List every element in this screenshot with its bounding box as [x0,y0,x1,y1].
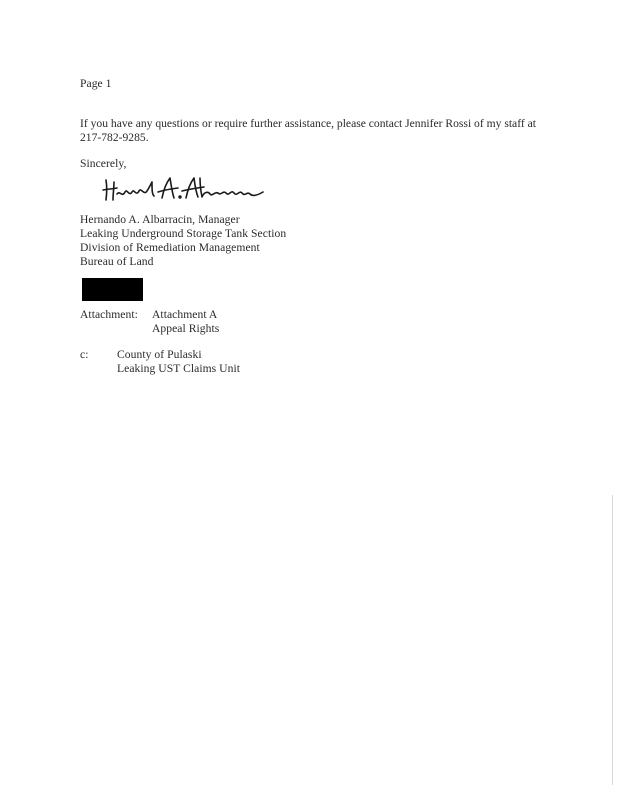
redaction-box [82,278,143,301]
signer-section: Leaking Underground Storage Tank Section [80,227,287,240]
closing-salutation: Sincerely, [80,157,127,170]
cc-label: c: [80,348,89,361]
attachment-label: Attachment: [80,308,138,321]
contact-paragraph: If you have any questions or require further assistance, please contact Jennifer Rossi of my staff at 217-782-9285. [80,117,536,144]
attachment-item: Appeal Rights [152,322,220,335]
signer-bureau: Bureau of Land [80,255,154,268]
attachment-item: Attachment A [152,308,218,321]
cc-recipient: Leaking UST Claims Unit [117,362,240,375]
signature-image [100,170,270,208]
cc-recipient: County of Pulaski [117,348,202,361]
scan-edge-line [612,495,613,785]
signer-name-title: Hernando A. Albarracin, Manager [80,213,240,226]
page-number: Page 1 [80,77,112,90]
signer-division: Division of Remediation Management [80,241,260,254]
